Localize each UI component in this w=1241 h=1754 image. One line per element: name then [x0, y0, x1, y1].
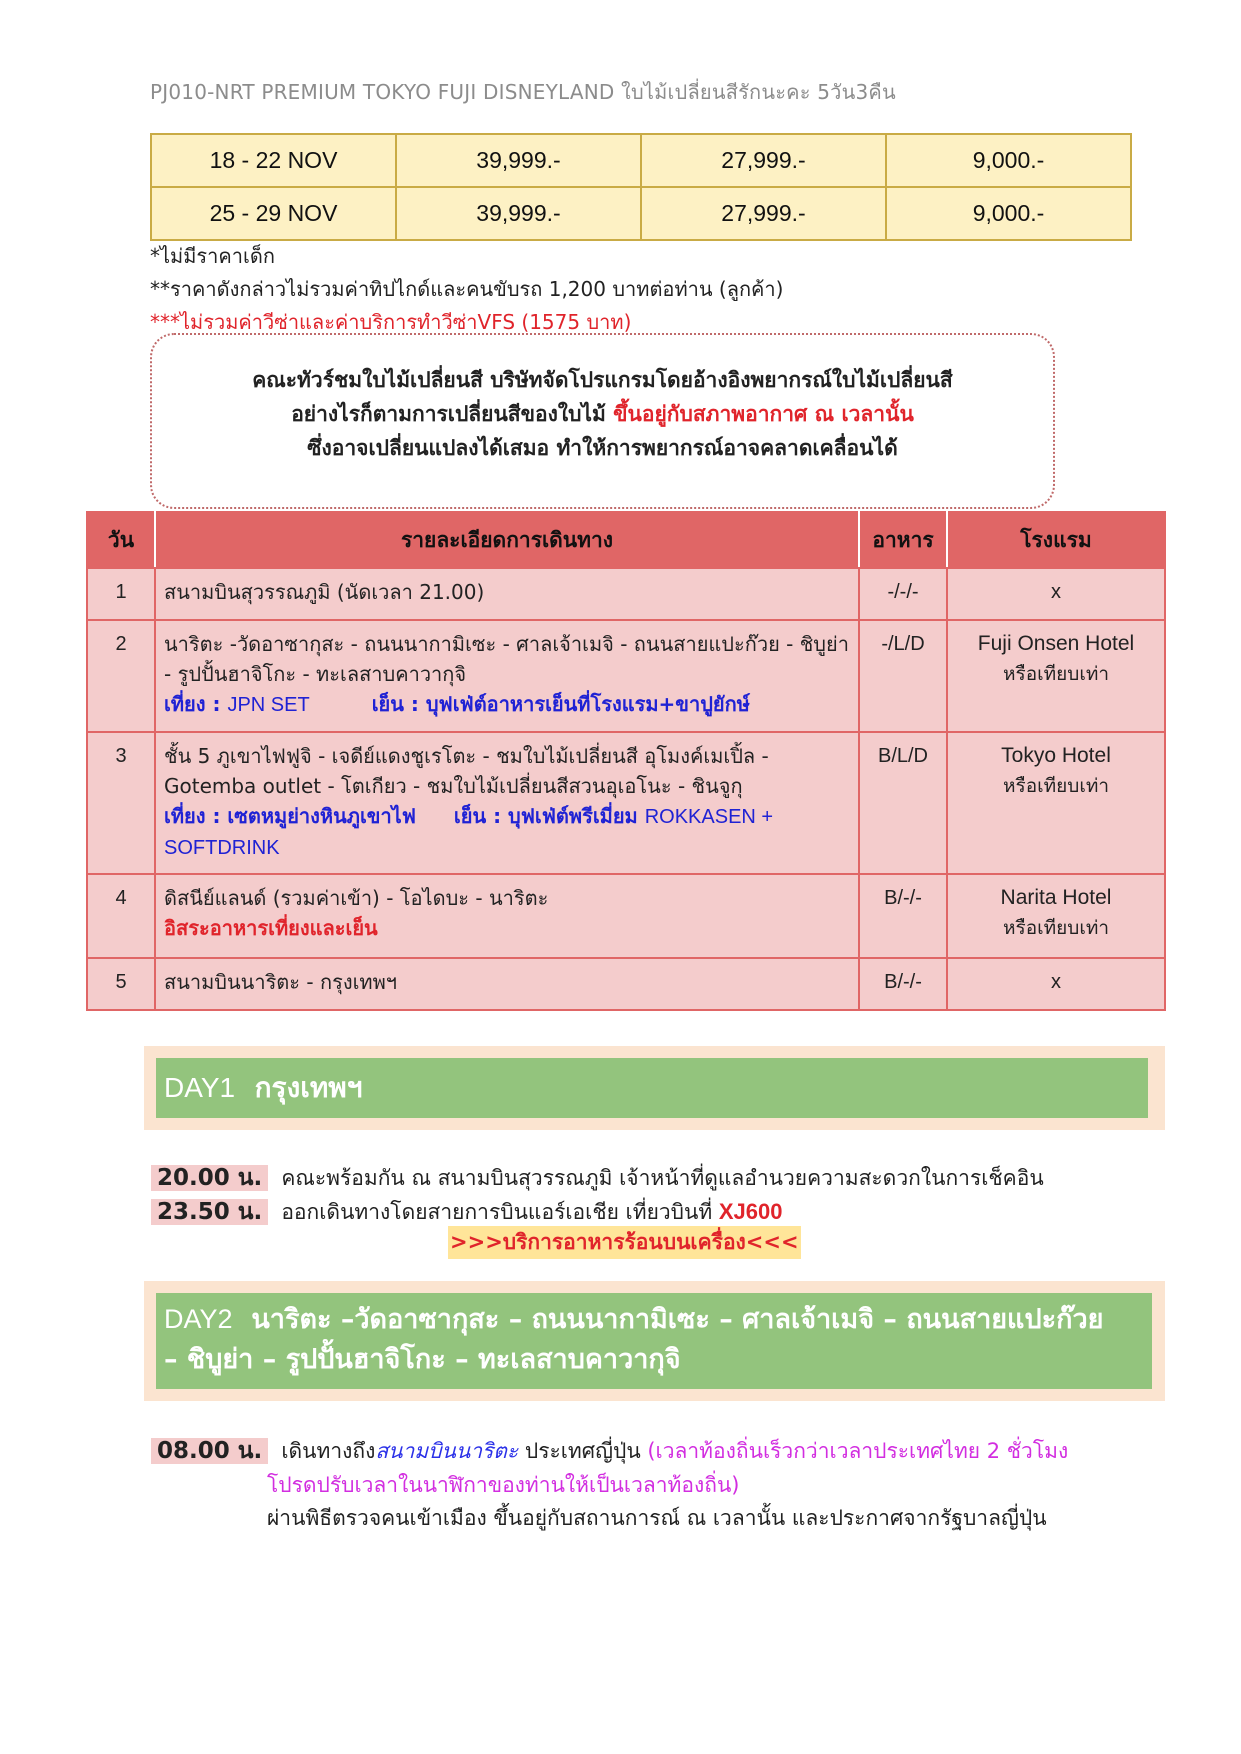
- day-number: 3: [87, 732, 155, 874]
- day2-schedule-1: [151, 1435, 1071, 1535]
- itinerary-header-row: [87, 512, 1165, 568]
- note-no-child-price: *ไม่มีราคาเด็ก: [150, 244, 275, 268]
- day1-title: [156, 1058, 1148, 1118]
- day1-banner: [144, 1046, 1165, 1130]
- day-hotel: [947, 874, 1165, 958]
- lunch-label: เที่ยง : เซตหมูย่างหินภูเขาไฟ: [164, 804, 416, 828]
- day1-schedule-2: [151, 1194, 783, 1230]
- time-label: 20.00 น.: [151, 1165, 268, 1191]
- timezone-note: (เวลาท้องถิ่นเร็วกว่าเวลาประเทศไทย 2 ชั่วโมง: [647, 1439, 1069, 1463]
- day2-arrival-line: [151, 1435, 1071, 1469]
- day-detail: [155, 620, 859, 732]
- day1-schedule-1: [151, 1160, 1044, 1196]
- header-meal: อาหาร: [859, 512, 947, 568]
- day-hotel: x: [947, 958, 1165, 1010]
- day-meal: B/L/D: [859, 732, 947, 874]
- day-meals-line: [164, 801, 850, 863]
- day-hotel: [947, 620, 1165, 732]
- inflight-meal-note: >>>บริการอาหารร้อนบนเครื่อง<<<: [448, 1226, 801, 1259]
- day-route-1: ชั้น 5 ภูเขาไฟฟูจิ - เจดีย์แดงชูเรโตะ - ชมใบไม้เปลี่ยนสี อุโมงค์เมเปิ้ล -: [164, 744, 769, 768]
- price-notes: [150, 240, 783, 339]
- hotel-name: Tokyo Hotel: [1001, 744, 1111, 767]
- hotel-alternative: หรือเทียบเท่า: [1002, 775, 1110, 797]
- day-detail: สนามบินนาริตะ - กรุงเทพฯ: [155, 958, 859, 1010]
- dinner-label: เย็น : บุฟเฟ่ต์พรีเมี่ยม: [453, 804, 645, 828]
- dinner-label: เย็น : บุฟเฟ่ต์อาหารเย็นที่โรงแรม+ขาปูยักษ์: [371, 692, 750, 716]
- day-number: 1: [87, 568, 155, 620]
- dinner-value: ROKKASEN + SOFTDRINK: [164, 806, 774, 859]
- price-table: [150, 133, 1132, 241]
- day2-title-line-2: – ชิบูย่า – รูปปั้นฮาจิโกะ – ทะเลสาบคาวากุจิ: [164, 1344, 681, 1375]
- note-tip: **ราคาดังกล่าวไม่รวมค่าทิปไกด์และคนขับรถ 1,200 บาทต่อท่าน (ลูกค้า): [150, 277, 784, 301]
- free-meal-note: อิสระอาหารเที่ยงและเย็น: [164, 916, 378, 940]
- time-label: 23.50 น.: [151, 1199, 268, 1225]
- day-detail: สนามบินสุวรรณภูมิ (นัดเวลา 21.00): [155, 568, 859, 620]
- table-row: [151, 134, 1131, 187]
- table-row: [87, 874, 1165, 958]
- schedule-text: เดินทางถึง: [281, 1439, 376, 1463]
- day-route: นาริตะ -วัดอาซากุสะ - ถนนนากามิเซะ - ศาลเจ้าเมจิ - ถนนสายแปะก๊วย - ชิบูย่า - รูปปั้นฮาจิโกะ - ทะเลสาบคาวากุจิ: [164, 632, 849, 686]
- foliage-notice: [150, 333, 1055, 509]
- lunch-value: JPN SET: [227, 694, 310, 716]
- day-meal: -/-/-: [859, 568, 947, 620]
- table-row: [151, 187, 1131, 240]
- time-label: 08.00 น.: [151, 1438, 268, 1464]
- day2-title-text: นาริตะ –วัดอาซากุสะ – ถนนนากามิเซะ – ศาลเจ้าเมจิ – ถนนสายแปะก๊วย: [251, 1304, 1104, 1335]
- price-child: 27,999.-: [641, 134, 886, 187]
- country-text: ประเทศญี่ปุ่น: [518, 1439, 648, 1463]
- day2-banner: [144, 1281, 1165, 1401]
- header-hotel: โรงแรม: [947, 512, 1165, 568]
- day1-number: DAY1: [164, 1072, 236, 1103]
- price-adult: 39,999.-: [396, 187, 641, 240]
- day-meals-line: [164, 689, 850, 720]
- hotel-alternative: หรือเทียบเท่า: [1002, 663, 1110, 685]
- day1-title-text: กรุงเทพฯ: [254, 1071, 363, 1104]
- day2-title: [156, 1293, 1152, 1389]
- hotel-name: Narita Hotel: [1000, 886, 1112, 909]
- schedule-text: คณะพร้อมกัน ณ สนามบินสุวรรณภูมิ เจ้าหน้าที่ดูแลอำนวยความสะดวกในการเช็คอิน: [281, 1166, 1044, 1190]
- day-hotel: x: [947, 568, 1165, 620]
- day-meal: B/-/-: [859, 958, 947, 1010]
- header-day: วัน: [87, 512, 155, 568]
- table-row: [87, 732, 1165, 874]
- hotel-name: Fuji Onsen Hotel: [977, 632, 1135, 655]
- notice-line-1: คณะทัวร์ชมใบไม้เปลี่ยนสี บริษัทจัดโปรแกรมโดยอ้างอิงพยากรณ์ใบไม้เปลี่ยนสี: [252, 368, 953, 392]
- day-hotel: [947, 732, 1165, 874]
- lunch-label: เที่ยง :: [164, 692, 228, 716]
- notice-line-2-text: อย่างไรก็ตามการเปลี่ยนสีของใบไม้: [291, 402, 614, 426]
- day-number: 2: [87, 620, 155, 732]
- day-route-2: Gotemba outlet - โตเกียว - ชมใบไม้เปลี่ยนสีสวนอุเอโนะ - ชินจูกุ: [164, 774, 743, 798]
- day2-number: DAY2: [164, 1304, 233, 1334]
- day-detail: [155, 732, 859, 874]
- table-row: [87, 568, 1165, 620]
- table-row: [87, 958, 1165, 1010]
- document-header: PJ010-NRT PREMIUM TOKYO FUJI DISNEYLAND ใบไม้เปลี่ยนสีรักนะคะ 5วัน3คืน: [150, 80, 896, 104]
- header-detail: รายละเอียดการเดินทาง: [155, 512, 859, 568]
- price-date: 25 - 29 NOV: [151, 187, 396, 240]
- day-number: 5: [87, 958, 155, 1010]
- notice-line-2: [152, 397, 1053, 431]
- table-row: [87, 620, 1165, 732]
- itinerary-table: [86, 511, 1166, 1011]
- day-meal: -/L/D: [859, 620, 947, 732]
- note-visa: ***ไม่รวมค่าวีซ่าและค่าบริการทำวีซ่าVFS (1575 บาท): [150, 310, 632, 334]
- timezone-note-2: โปรดปรับเวลาในนาฬิกาของท่านให้เป็นเวลาท้องถิ่น): [267, 1473, 740, 1497]
- notice-line-3: ซึ่งอาจเปลี่ยนแปลงได้เสมอ ทำให้การพยากรณ์อาจคลาดเคลื่อนได้: [307, 436, 898, 460]
- day2-title-line-1: [164, 1299, 1144, 1340]
- hotel-alternative: หรือเทียบเท่า: [1002, 917, 1110, 939]
- price-adult: 39,999.-: [396, 134, 641, 187]
- price-date: 18 - 22 NOV: [151, 134, 396, 187]
- notice-weather: ขึ้นอยู่กับสภาพอากาศ ณ เวลานั้น: [613, 402, 914, 426]
- immigration-note: ผ่านพิธีตรวจคนเข้าเมือง ขึ้นอยู่กับสถานการณ์ ณ เวลานั้น และประกาศจากรัฐบาลญี่ปุ่น: [267, 1506, 1047, 1530]
- price-single: 9,000.-: [886, 134, 1131, 187]
- day-meal: B/-/-: [859, 874, 947, 958]
- price-single: 9,000.-: [886, 187, 1131, 240]
- day-detail: [155, 874, 859, 958]
- airport-name: สนามบินนาริตะ: [375, 1439, 519, 1463]
- price-child: 27,999.-: [641, 187, 886, 240]
- schedule-text: ออกเดินทางโดยสายการบินแอร์เอเชีย เที่ยวบินที่: [281, 1200, 719, 1224]
- flight-number: XJ600: [718, 1199, 783, 1224]
- day-number: 4: [87, 874, 155, 958]
- day-route: ดิสนีย์แลนด์ (รวมค่าเข้า) - โอไดบะ - นาริตะ: [164, 886, 549, 910]
